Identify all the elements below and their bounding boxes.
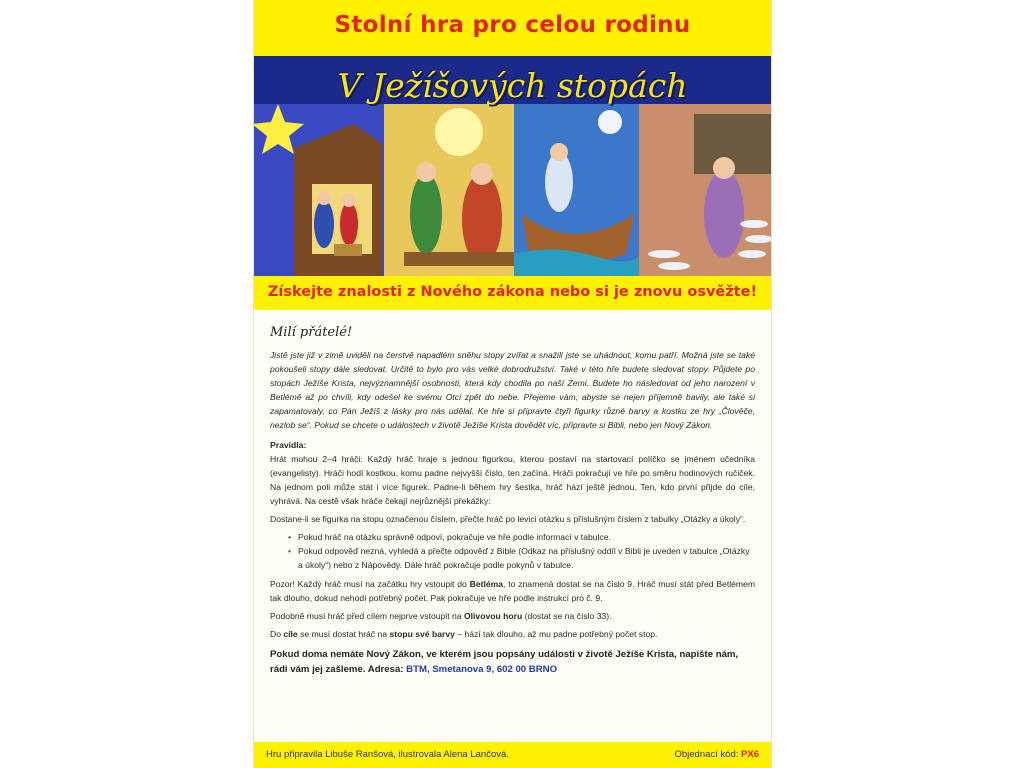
moon-shape — [598, 110, 622, 134]
list-item: • Pokud odpověď nezná, vyhledá a přečte odpověď z Bible (Odkaz na příslušný oddíl v Bibli je uveden v tabulce „Otázky a úkoly“) nebo z Nápovědy. Dále hráč pokračuje podle pokynů v tabulce. — [290, 544, 755, 572]
carpenter-figure — [462, 173, 502, 265]
order-code-label — [674, 749, 759, 760]
top-banner — [254, 0, 771, 56]
bethlehem-paragraph — [270, 577, 755, 605]
footstep-1 — [740, 220, 768, 228]
jesus-head — [550, 143, 568, 161]
workbench-shape — [404, 252, 514, 266]
mary-figure — [314, 200, 334, 248]
subtitle-banner — [254, 276, 771, 310]
footer-banner — [254, 742, 771, 768]
goal-bold-2: stopu své barvy — [389, 629, 455, 639]
mary-head — [317, 191, 331, 205]
footstep-5 — [658, 262, 690, 270]
sun-shape — [435, 108, 483, 156]
boy-head — [416, 162, 436, 182]
question-paragraph: Dostane-li se figurka na stopu označenou číslem, přečte hráč po levici otázku s příslušným číslem z tabulky „Otázky a úkoly“. — [270, 514, 746, 524]
rules-heading — [270, 438, 755, 452]
intro-paragraph: Jistě jste již v zimě uviděli na čerstvě napadlém sněhu stopy zvířat a snažili jste se uhádnout, komu patří. Možná jste se také pokoušeli stopy dále sledovat. Určitě to bylo pro vás velké dobrodružství. Také v této hře budete sledovat stopy. Půjdete po stopách Ježíše Krista, nejvýznamnější osobnosti, která kdy chodila po naší Zemi. Budete ho následovat od jeho narození v Betlémě až po chvíli, kdy odešel ke svému Otci zpět do nebe. Přejeme vám, abyste se nejen příjemně bavily, ale také si zapamatovaly, co Pán Ježíš z lásky pro nás udělal. Ke hře si připravte čtyři figurky různé barvy a kostku ze hry „Člověče, nezlob se“. Pokud se chcete o událostech v životě Ježíše Krista dovědět víc, připravte si Bibli, nebo jen Nový Zákon. — [270, 350, 755, 430]
pilgrim-figure — [704, 170, 744, 258]
title-banner — [254, 56, 771, 276]
footstep-3 — [738, 250, 766, 258]
postal-address: BTM, Smetanova 9, 602 00 BRNO — [406, 664, 558, 675]
manger-shape — [334, 244, 362, 256]
rules-paragraph: Hrát mohou 2–4 hráči. Každý hráč hraje s jednou figurkou, kterou postaví na startovací políčko se jménem učedníka (evangelisty). Hráči hodí kostkou, komu padne nejvyšší číslo, ten začíná. Hráči pokračují ve hře po směru hodinových ručiček. Na jednom poli může stát i více figurek. Padne-li během hry šestka, hráč hází ještě jednou. Ten, kdo první přijde do cíle, vyhrává. Na cestě však hráče čekají nejrůznější překážky: — [270, 454, 755, 506]
goal-mid: se musí dostat hráč na — [297, 629, 390, 639]
order-note — [270, 647, 755, 677]
olive-post: (dostat se na číslo 33). — [522, 611, 612, 621]
bethlehem-bold: Betléma — [469, 579, 504, 589]
goal-post: – hází tak dlouho, až mu padne potřebný počet stop. — [454, 629, 658, 639]
leaflet-text — [270, 324, 755, 677]
order-code: PX6 — [741, 749, 759, 760]
carpenter-head — [471, 163, 493, 185]
pilgrim-head — [713, 157, 735, 179]
olive-pre: Podobně musí hráč před cílem nejprve vstoupit na — [270, 611, 464, 621]
rules-heading-colon: : — [303, 440, 307, 450]
footstep-4 — [648, 250, 680, 258]
game-title: V Ježíšových stopách — [337, 66, 688, 105]
subtitle: Získejte znalosti z Nového zákona nebo si je znovu osvěžte! — [267, 284, 758, 300]
top-title: Stolní hra pro celou rodinu — [334, 12, 691, 38]
credits: Hru připravila Libuše Ranšová, ilustrovala Alena Lančová. — [266, 749, 509, 760]
rules-heading-text: Pravidla — [270, 440, 304, 450]
goal-pre: Do — [270, 629, 284, 639]
greeting: Milí přátelé! — [270, 325, 353, 340]
illustration-mural — [254, 104, 771, 276]
bethlehem-pre: Pozor! Každý hráč musí na začátku hry vstoupit do — [270, 579, 470, 589]
bethlehem-post: , to znamená dostat se na číslo 9. Hráč musí stát před Betlémem tak dlouho, dokud nehodí potřebný počet. Pak pokračuje ve hře podle instrukcí pro č. 9. — [270, 579, 756, 603]
order-label: Objednací kód: — [674, 749, 742, 760]
goal-paragraph — [270, 627, 755, 641]
list-item: • Pokud hráč na otázku správně odpoví, pokračuje ve hře podle informací v tabulce. — [290, 530, 755, 544]
note-text: Pokud doma nemáte Nový Zákon, ve kterém jsou popsány události v životě Ježíše Krista, napište nám, rádi vám jej zašleme. Adresa: — [270, 649, 739, 675]
goal-bold-1: cíle — [283, 629, 298, 639]
olive-bold: Olivovou horu — [463, 611, 523, 621]
board-game-leaflet — [254, 0, 771, 768]
rules-bullets — [270, 530, 755, 572]
joseph-head — [342, 193, 356, 207]
joseph-figure — [340, 202, 358, 246]
olive-paragraph — [270, 609, 755, 623]
mural-illustration — [254, 104, 771, 276]
boy-figure — [410, 174, 442, 254]
